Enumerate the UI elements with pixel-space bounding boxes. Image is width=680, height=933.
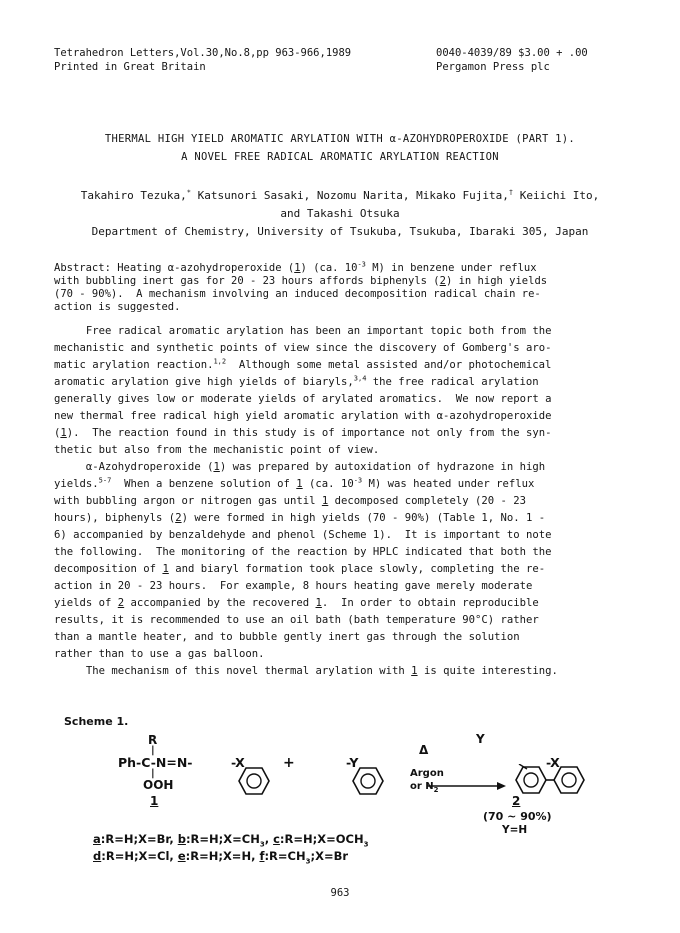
hydroperoxy-group: OOH — [143, 778, 174, 792]
bond-vertical-bottom: | — [151, 768, 155, 779]
compound-1-label: 1 — [150, 794, 159, 808]
body-line: with bubbling argon or nitrogen gas until 1 decomposed completely (20 - 23 — [54, 495, 526, 507]
body-line: new thermal free radical high yield aromatic arylation with α-azohydroperoxide — [54, 410, 552, 422]
body-line: thetic but also from the mechanistic point of view. — [54, 444, 380, 456]
abstract-line: (70 - 90%). A mechanism involving an induced decomposition radical chain re- — [54, 288, 541, 300]
product-yield: (70 ~ 90%) — [483, 810, 552, 823]
authors-line-2: and Takashi Otsuka — [280, 207, 400, 220]
printed-in: Printed in Great Britain — [54, 61, 206, 73]
abstract-line: with bubbling inert gas for 20 - 23 hours affords biphenyls (2) in high yields — [54, 275, 548, 287]
body-line: matic arylation reaction.$^{1,2}$ Although some metal assisted and/or photochemical — [54, 357, 552, 371]
plus-sign: + — [283, 755, 295, 771]
issn-price: 0040-4039/89 $3.00 + .00 — [436, 47, 588, 59]
body-line: yields of 2 accompanied by the recovered 1. In order to obtain reproducible — [54, 597, 539, 609]
product-x-label: -X — [546, 755, 560, 770]
body-line: α-Azohydroperoxide (1) was prepared by autoxidation of hydrazone in high — [54, 461, 546, 473]
title-line-2: A NOVEL FREE RADICAL AROMATIC ARYLATION REACTION — [181, 151, 499, 163]
product-y-value: Y=H — [502, 824, 528, 836]
body-line: rather than to use a gas balloon. — [54, 648, 265, 660]
body-line: hours), biphenyls (2) were formed in high yields (70 - 90%) (Table 1, No. 1 - — [54, 512, 546, 524]
compound-2-label: 2 — [512, 794, 521, 808]
body-line: Free radical aromatic arylation has been an important topic both from the — [54, 325, 552, 337]
condition-argon: Argon — [410, 768, 444, 779]
condition-nitrogen: or $N_2$ — [410, 781, 439, 794]
body-line: 6) accompanied by benzaldehyde and phenol (Scheme 1). It is important to note — [54, 529, 552, 541]
y-substituent: -Y — [346, 755, 359, 770]
affiliation: Department of Chemistry, University of Tsukuba, Tsukuba, Ibaraki 305, Japan — [91, 225, 589, 238]
authors-line-1: Takahiro Tezuka,* Katsunori Sasaki, Nozomu Narita, Mikako Fujita,† Keiichi Ito, — [80, 188, 600, 202]
x-substituent: -X — [231, 755, 245, 770]
body-line: mechanistic and synthetic points of view since the discovery of Gomberg's aro- — [54, 342, 552, 354]
body-line: results, it is recommended to use an oil bath (bath temperature 90°C) rather — [54, 614, 539, 626]
abstract-line: action is suggested. — [54, 301, 181, 313]
bond-vertical-top: | — [151, 745, 155, 756]
r-substituent: R — [148, 733, 158, 747]
title-line-1: THERMAL HIGH YIELD AROMATIC ARYLATION WITH α-AZOHYDROPEROXIDE (PART 1). — [104, 133, 576, 145]
journal-citation: Tetrahedron Letters,Vol.30,No.8,pp 963-966,1989 — [54, 47, 352, 59]
body-line: the following. The monitoring of the reaction by HPLC indicated that both the — [54, 546, 552, 558]
body-line: than a mantle heater, and to bubble gently inert gas through the solution — [54, 631, 520, 643]
scheme-label: Scheme 1. — [64, 715, 129, 728]
body-line: action in 20 - 23 hours. For example, 8 hours heating gave merely moderate — [54, 580, 533, 592]
publisher: Pergamon Press plc — [436, 61, 550, 73]
body-line: generally gives low or moderate yields of arylated aromatics. We now report a — [54, 393, 552, 405]
delta-symbol: Δ — [419, 743, 429, 757]
page-number: 963 — [330, 887, 350, 899]
body-line: decomposition of 1 and biaryl formation took place slowly, completing the re- — [54, 563, 546, 575]
abstract-line: Abstract: Heating α-azohydroperoxide (1) (ca. $10^{-3}$ M) in benzene under reflux — [54, 260, 537, 274]
azo-fragment: Ph-C-N=N- — [118, 755, 193, 770]
body-line: yields.$^{5-7}$ When a benzene solution of 1 (ca. $10^{-3}$ M) was heated under reflux — [54, 476, 535, 490]
product-y-label: Y — [476, 732, 485, 746]
substituent-legend-line-2: d:R=H;X=Cl, e:R=H;X=H, $f:R=CH_3;X=Br$ — [93, 849, 349, 866]
body-line: The mechanism of this novel thermal arylation with 1 is quite interesting. — [54, 665, 558, 677]
body-line: aromatic arylation give high yields of biaryls,$^{3,4}$ the free radical arylation — [54, 374, 539, 388]
substituent-legend-line-1: a:R=H;X=Br, $b:R=H;X=CH_3$, $c:R=H;X=OCH_3$ — [93, 832, 369, 849]
body-line: (1). The reaction found in this study is of importance not only from the syn- — [54, 427, 552, 439]
biphenyl-icon — [476, 745, 605, 819]
